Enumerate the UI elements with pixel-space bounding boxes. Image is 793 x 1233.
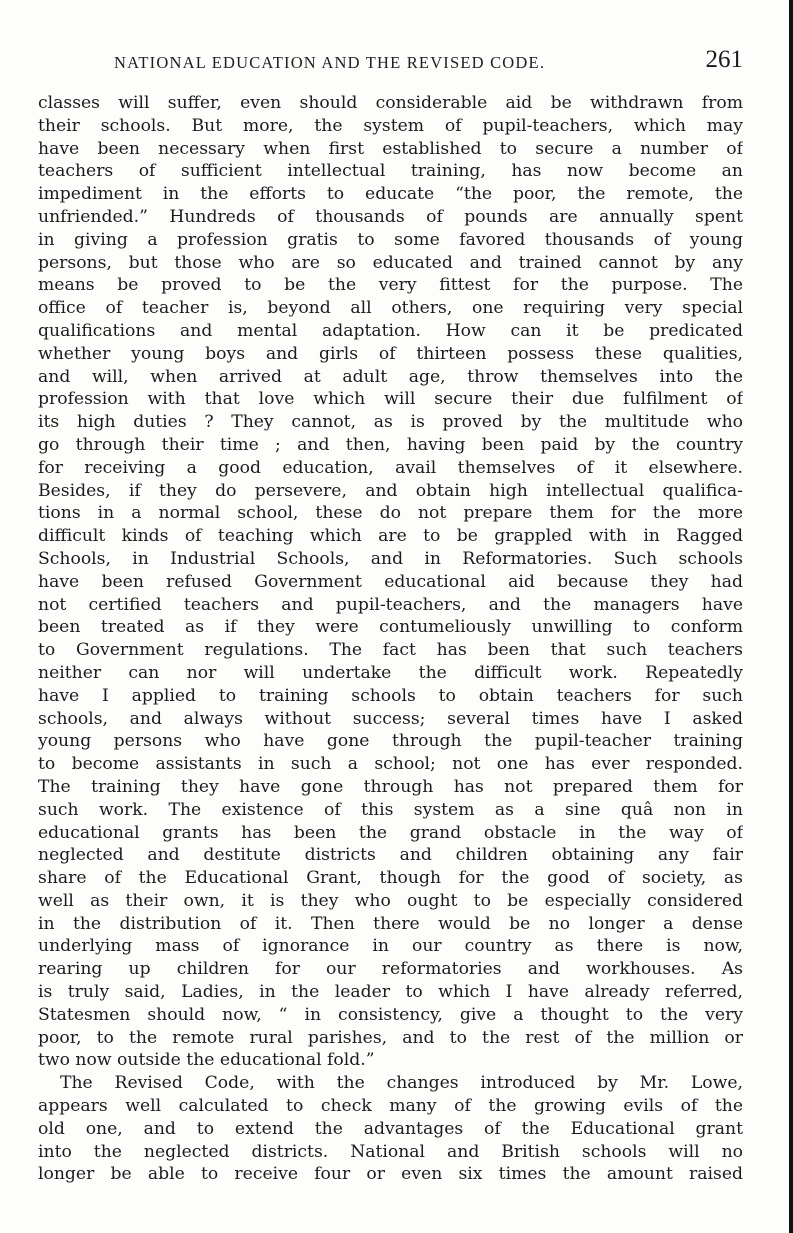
text-line: underlying mass of ignorance in our country as there is now, <box>38 936 743 957</box>
text-line: persons, but those who are so educated and trained cannot by any <box>38 252 743 273</box>
text-line: and will, when arrived at adult age, throw themselves into the <box>38 366 743 387</box>
text-line: qualifications and mental adaptation. How can it be predicated <box>38 320 743 341</box>
text-line: two now outside the educational fold.” <box>38 1050 375 1071</box>
body-text <box>38 92 743 1186</box>
text-line: profession with that love which will secure their due fulfilment of <box>38 389 743 410</box>
text-line: impediment in the efforts to educate “the poor, the remote, the <box>38 184 743 205</box>
text-line: teachers of sufficient intellectual training, has now become an <box>38 161 743 182</box>
text-line: neither can nor will undertake the difficult work. Repeatedly <box>38 662 743 683</box>
text-line: have been necessary when first established to secure a number of <box>38 138 743 159</box>
text-line: old one, and to extend the advantages of the Educational grant <box>38 1118 743 1139</box>
text-line: have I applied to training schools to obtain teachers for such <box>38 685 743 706</box>
text-line: have been refused Government educational aid because they had <box>38 571 743 592</box>
text-line: appears well calculated to check many of the growing evils of the <box>38 1096 743 1117</box>
text-line: neglected and destitute districts and children obtaining any fair <box>38 845 743 866</box>
text-line: classes will suffer, even should considerable aid be withdrawn from <box>38 93 743 113</box>
text-line: office of teacher is, beyond all others, one requiring very special <box>38 298 743 319</box>
text-line: rearing up children for our reformatories and workhouses. As <box>38 959 743 980</box>
text-line: its high duties ? They cannot, as is proved by the multitude who <box>38 412 743 433</box>
text-line: tions in a normal school, these do not prepare them for the more <box>38 503 743 524</box>
text-line: share of the Educational Grant, though for the good of society, as <box>38 868 743 889</box>
text-line: longer be able to receive four or even six times the amount raised <box>38 1164 743 1185</box>
text-line: go through their time ; and then, having been paid by the country <box>38 434 743 455</box>
text-line: The Revised Code, with the changes introduced by Mr. Lowe, <box>60 1073 743 1094</box>
text-line: means be proved to be the very fittest for the purpose. The <box>38 275 743 296</box>
text-line: Statesmen should now, “ in consistency, give a thought to the very <box>38 1004 743 1025</box>
text-line: Besides, if they do persevere, and obtain high intellectual qualifica- <box>38 480 743 501</box>
text-line: unfriended.” Hundreds of thousands of pounds are annually spent <box>38 206 743 227</box>
text-line: young persons who have gone through the pupil-teacher training <box>38 731 743 752</box>
text-line: schools, and always without success; several times have I asked <box>38 708 743 729</box>
page-header <box>38 46 743 76</box>
text-line: to become assistants in such a school; not one has ever responded. <box>38 754 743 775</box>
text-line: educational grants has been the grand obstacle in the way of <box>38 822 743 843</box>
text-line: into the neglected districts. National and British schools will no <box>38 1141 743 1162</box>
text-line: been treated as if they were contumeliously unwilling to conform <box>38 617 743 638</box>
text-line: whether young boys and girls of thirteen possess these qualities, <box>38 343 743 364</box>
text-line: difficult kinds of teaching which are to be grappled with in Ragged <box>38 526 743 547</box>
running-head: NATIONAL EDUCATION AND THE REVISED CODE. <box>114 53 546 72</box>
text-line: in the distribution of it. Then there would be no longer a dense <box>38 913 743 934</box>
page-number: 261 <box>705 46 743 73</box>
text-line: Schools, in Industrial Schools, and in Reformatories. Such schools <box>38 548 743 569</box>
text-line: well as their own, it is they who ought to be especially considered <box>38 890 743 911</box>
page-edge-shadow <box>789 0 793 1233</box>
text-line: such work. The existence of this system as a sine quâ non in <box>38 799 743 820</box>
text-line: for receiving a good education, avail themselves of it elsewhere. <box>38 457 743 478</box>
text-line: to Government regulations. The fact has been that such teachers <box>38 640 743 661</box>
text-line: their schools. But more, the system of pupil-teachers, which may <box>38 115 743 136</box>
text-line: in giving a profession gratis to some favored thousands of young <box>38 229 743 250</box>
text-line: not certified teachers and pupil-teachers, and the managers have <box>38 594 743 615</box>
text-line: The training they have gone through has not prepared them for <box>38 776 743 797</box>
text-line: poor, to the remote rural parishes, and to the rest of the million or <box>38 1027 743 1048</box>
text-line: is truly said, Ladies, in the leader to which I have already referred, <box>38 982 743 1003</box>
